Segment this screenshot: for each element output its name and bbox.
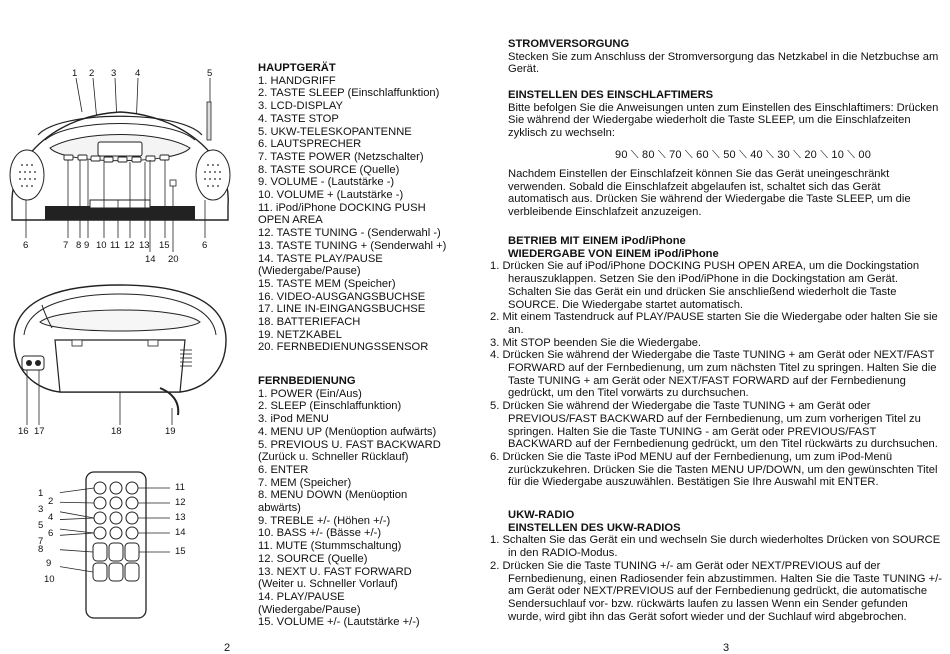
list-item: 6. ENTER [258, 463, 309, 476]
callout-11: 11 [110, 240, 120, 251]
list-item: 1. Schalten Sie das Gerät ein und wechseln Sie durch wiederholtes Drücken von SOURCE in den RADIO-Modus. [490, 534, 941, 560]
list-item: 5. UKW-TELESKOPANTENNE [258, 125, 412, 138]
callout-15: 15 [159, 240, 170, 251]
callout-13: 13 [139, 240, 150, 251]
list-item: abwärts) [258, 502, 301, 515]
einschlaftimer-intro: Bitte befolgen Sie die Anweisungen unten zum Einstellen des Einschlaftimers: Drücken Sie während der Wiedergabe wiederholt die Taste SLEEP, um die Einschlafzeiten zyklisch zu wechseln: [508, 101, 939, 140]
list-item: 8. TASTE SOURCE (Quelle) [258, 163, 400, 176]
remote-callout-6: 6 [48, 528, 54, 539]
callout-6-left: 6 [23, 240, 29, 251]
ukw-setup-heading: EINSTELLEN DES UKW-RADIOS [508, 521, 681, 534]
fernbedienung-list [258, 388, 468, 629]
list-item: 6. LAUTSPRECHER [258, 138, 362, 151]
ukw-heading: UKW-RADIO [508, 509, 575, 521]
list-item: 2. SLEEP (Einschlaffunktion) [258, 400, 402, 413]
list-item: 3. iPod MENU [258, 413, 329, 426]
callout-5: 5 [207, 68, 213, 79]
list-item: 9. VOLUME - (Lautstärke -) [258, 176, 395, 189]
remote-callout-9: 9 [46, 558, 52, 569]
list-item: 12. SOURCE (Quelle) [258, 552, 368, 565]
remote-callout-10: 10 [44, 574, 55, 585]
betrieb-heading: BETRIEB MIT EINEM iPod/iPhone [508, 235, 686, 247]
callout-12: 12 [124, 240, 135, 251]
hauptgeraet-section [258, 62, 468, 354]
callout-3: 3 [111, 68, 117, 79]
list-item: 19. NETZKABEL [258, 328, 342, 341]
ukw-list [490, 534, 943, 623]
list-item: 17. LINE IN-EINGANGSBUCHSE [258, 303, 426, 316]
callout-8: 8 [76, 240, 82, 251]
list-item: 6. Drücken Sie die Taste iPod MENU auf der Fernbedienung, um zum iPod-Menü zurückzukehren. Drücken Sie die Tasten MENU UP/DOWN, um den gewünschten Titel für die Wiedergabe auszuwählen. Bestätigen Sie Ihre Auswahl mit ENTER. [490, 450, 938, 489]
list-item: 7. TASTE POWER (Netzschalter) [258, 150, 424, 163]
list-item: 15. TASTE MEM (Speicher) [258, 277, 396, 290]
list-item: 12. TASTE TUNING - (Senderwahl -) [258, 227, 441, 240]
callout-16: 16 [18, 426, 29, 437]
list-item: 9. TREBLE +/- (Höhen +/-) [258, 514, 391, 527]
betrieb-section [490, 235, 943, 489]
list-item: 8. MENU DOWN (Menüoption [258, 489, 408, 502]
callout-6-right: 6 [202, 240, 208, 251]
list-item: 20. FERNBEDIENUNGSSENSOR [258, 341, 429, 354]
ukw-section [490, 509, 943, 623]
list-item: 5. Drücken Sie während der Wiedergabe die Taste TUNING + am Gerät oder PREVIOUS/FAST BACKWARD auf der Fernbedienung, um zum vorherigen Titel zu springen. Halten Sie die Taste TUNING - am Gerät oder PREVIOUS/FAST BACKWARD auf der Fernbedienung gedrückt, um den Titel rückwärts zu durchsuchen. [490, 400, 938, 451]
page-number-left: 2 [224, 642, 231, 654]
callout-9: 9 [84, 240, 90, 251]
list-item: 2. TASTE SLEEP (Einschlaffunktion) [258, 87, 440, 100]
list-item: 2. Drücken Sie die Taste TUNING +/- am Gerät oder NEXT/PREVIOUS auf der Fernbedienung, einen Radiosender fein abzustimmen. Halten Sie die Taste TUNING +/- am Gerät oder NEXT/PREVIOUS auf der Fernbedienung gedrückt, die automatische Sendersuchlauf vor- bzw. rückwärts laufen zu lassen Wenn ein Sender gefunden wurde, wird gibt ihn das Gerät sofort wieder und der Suchlauf wird abgebrochen. [490, 559, 942, 623]
list-item: 16. VIDEO-AUSGANGSBUCHSE [258, 290, 426, 303]
hauptgeraet-heading: HAUPTGERÄT [258, 62, 336, 74]
right-page [475, 0, 950, 654]
stromversorgung-heading: STROMVERSORGUNG [508, 38, 630, 50]
list-item: (Wiedergabe/Pause) [258, 265, 361, 278]
list-item: (Zurück u. Schneller Rücklauf) [258, 451, 409, 464]
list-item: 10. VOLUME + (Lautstärke -) [258, 189, 404, 202]
stromversorgung-section [508, 38, 943, 76]
list-item: 13. TASTE TUNING + (Senderwahl +) [258, 239, 447, 252]
list-item: OPEN AREA [258, 214, 323, 227]
wiedergabe-heading: WIEDERGABE VON EINEM iPod/iPhone [508, 247, 719, 260]
fernbedienung-section [258, 375, 468, 629]
einschlaftimer-after [508, 168, 943, 219]
remote-callout-13: 13 [175, 512, 186, 523]
callout-1: 1 [72, 68, 78, 79]
list-item: 14. PLAY/PAUSE [258, 590, 345, 603]
callout-18: 18 [111, 426, 122, 437]
list-item: 4. MENU UP (Menüoption aufwärts) [258, 425, 437, 438]
list-item: 2. Mit einem Tastendruck auf PLAY/PAUSE starten Sie die Wiedergabe oder halten Sie sie an. [490, 311, 938, 336]
remote-callout-14: 14 [175, 527, 186, 538]
list-item: 7. MEM (Speicher) [258, 476, 352, 489]
list-item: 3. LCD-DISPLAY [258, 100, 343, 113]
list-item: 5. PREVIOUS U. FAST BACKWARD [258, 438, 441, 451]
list-item: 4. Drücken Sie während der Wiedergabe die Taste TUNING + am Gerät oder NEXT/FAST FORWARD auf der Fernbedienung, um zum nächsten Titel zu springen. Halten Sie die Taste TUNING + am Gerät oder NEXT/FAST FORWARD auf der Fernbedienung gedrückt, um den Titel vorwärts zu durchsuchen. [490, 349, 937, 400]
list-item: (Wiedergabe/Pause) [258, 603, 361, 616]
einschlaftimer-after-text: Nachdem Einstellen der Einschlafzeit können Sie das Gerät uneingeschränkt verwenden. Sobald die Einschlafzeit abgelaufen ist, schaltet sich das Gerät automatisch aus. Drücken Sie während der Wiedergabe die Taste SLEEP, um die verbleibende Einschlafzeit anzuzeigen. [508, 168, 911, 219]
hauptgeraet-list [258, 75, 468, 354]
remote-callout-4: 4 [48, 512, 54, 523]
fernbedienung-heading: FERNBEDIENUNG [258, 375, 356, 387]
remote-callout-15: 15 [175, 546, 186, 557]
list-item: 15. VOLUME +/- (Lautstärke +/-) [258, 616, 420, 629]
callout-10: 10 [96, 240, 107, 251]
callout-7: 7 [63, 240, 69, 251]
einschlaftimer-heading: EINSTELLEN DES EINSCHLAFTIMERS [508, 89, 714, 101]
einschlaftimer-section [508, 89, 943, 140]
callout-2: 2 [89, 68, 95, 79]
callout-19: 19 [165, 426, 176, 437]
remote-callout-11: 11 [175, 482, 185, 493]
remote-callout-2: 2 [48, 496, 54, 507]
list-item: 11. iPod/iPhone DOCKING PUSH [258, 201, 426, 214]
remote-callout-8: 8 [38, 544, 44, 555]
list-item: 14. TASTE PLAY/PAUSE [258, 252, 383, 265]
callout-14: 14 [145, 254, 156, 265]
callout-4: 4 [135, 68, 141, 79]
list-item: 10. BASS +/- (Bässe +/-) [258, 527, 382, 540]
list-item: 1. HANDGRIFF [258, 74, 336, 87]
remote-callout-5: 5 [38, 520, 44, 531]
list-item: 18. BATTERIEFACH [258, 316, 361, 329]
list-item: 4. TASTE STOP [258, 112, 339, 125]
list-item: (Weiter u. Schneller Vorlauf) [258, 578, 398, 591]
list-item: 13. NEXT U. FAST FORWARD [258, 565, 412, 578]
remote-callout-3: 3 [38, 504, 44, 515]
stromversorgung-text: Stecken Sie zum Anschluss der Stromversorgung das Netzkabel in die Netzbuchse am Gerät. [508, 50, 939, 76]
list-item: 3. Mit STOP beenden Sie die Wiedergabe. [490, 336, 702, 349]
list-item: 1. POWER (Ein/Aus) [258, 387, 362, 400]
rear-view-drawing [0, 280, 240, 430]
list-item: 1. Drücken Sie auf iPod/iPhone DOCKING PUSH OPEN AREA, um die Dockingstation herauszuklappen. Setzen Sie den iPod/iPhone in die Dockingstation am Gerät. Schalten Sie das Gerät ein und drücken Sie anschließend wiederholt die Taste SOURCE. Die Wiedergabe startet automatisch. [490, 260, 920, 311]
remote-callout-12: 12 [175, 497, 186, 508]
remote-control-drawing [60, 470, 170, 620]
remote-callout-1: 1 [38, 488, 44, 499]
remote-callout-7: 7 [38, 536, 44, 547]
callout-20: 20 [168, 254, 179, 265]
callout-17: 17 [34, 426, 45, 437]
page-number-right: 3 [723, 642, 730, 654]
sleep-sequence: 90 ⟍ 80 ⟍ 70 ⟍ 60 ⟍ 50 ⟍ 40 ⟍ 30 ⟍ 20 ⟍ 10 ⟍ 00 [615, 149, 872, 161]
betrieb-list [490, 260, 943, 489]
list-item: 11. MUTE (Stummschaltung) [258, 540, 402, 553]
